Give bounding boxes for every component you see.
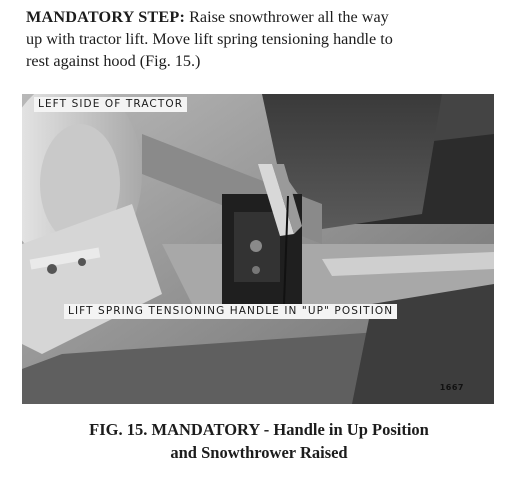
figure-photo: [22, 94, 494, 404]
caption-line-2: and Snowthrower Raised: [170, 443, 348, 462]
tractor-photo-illustration: [22, 94, 494, 404]
photo-number: 1667: [439, 383, 464, 392]
intro-line-1-text: Raise snowthrower all the way: [189, 8, 389, 26]
intro-line-3: rest against hood (Fig. 15.): [26, 52, 201, 70]
callout-lift-spring-handle: LIFT SPRING TENSIONING HANDLE IN "UP" POSITION: [64, 304, 397, 319]
caption-line-1: FIG. 15. MANDATORY - Handle in Up Position: [89, 420, 429, 439]
callout-left-side-of-tractor: LEFT SIDE OF TRACTOR: [34, 97, 187, 112]
intro-line-1: [26, 6, 504, 28]
figure-caption: [0, 418, 518, 464]
intro-line-2: up with tractor lift. Move lift spring tensioning handle to: [26, 30, 393, 48]
intro-paragraph: [26, 6, 504, 72]
mandatory-step-label: MANDATORY STEP:: [26, 8, 186, 26]
